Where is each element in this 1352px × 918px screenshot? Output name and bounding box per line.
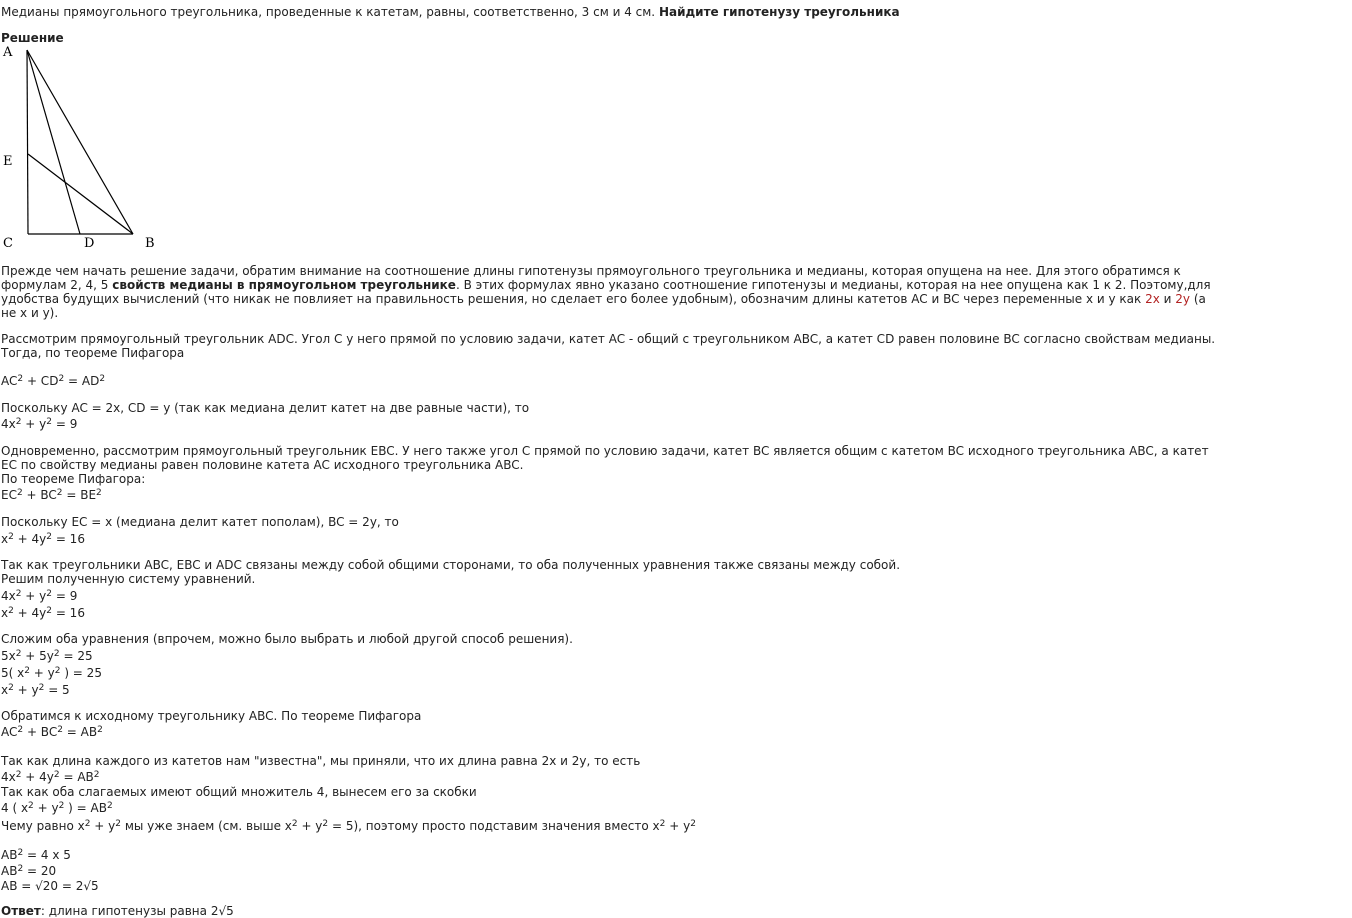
var-2y: 2y [1175, 292, 1191, 306]
paragraph-9: Так как длина каждого из катетов нам "известна", мы приняли, что их длина равна 2x и 2y, то есть [1, 754, 641, 768]
answer-label: Ответ [1, 904, 41, 918]
median-properties-term: свойств медианы в прямоугольном треугольнике [112, 278, 456, 292]
vertex-label-d: D [84, 236, 95, 251]
leg-ac [27, 50, 28, 234]
equation-14: $AB^2 = 20$ [1, 864, 57, 878]
median-ad [27, 50, 80, 234]
paragraph-2-line-1: Рассмотрим прямоугольный треугольник ADC. Угол C у него прямой по условию задачи, катет AC - общий с треугольником ABC, а катет CD равен половине BC согласно свойствам медианы. [1, 332, 1216, 346]
paragraph-11: Чему равно $x^2 + y^2$ мы уже знаем (см. выше $x^2 + y^2 = 5$), поэтому просто подставим значения вместо $x^2 + y^2$ [1, 819, 696, 833]
paragraph-1-line-2: формулам 2, 4, 5 свойств медианы в прямоугольном треугольнике. В этих формулах явно указано соотношение гипотенузы и медианы, которая на нее опущена как 1 к 2. Поэтому,для [1, 278, 1211, 292]
solution-heading: Решение [1, 31, 64, 45]
equation-4: $x^2 + 4y^2 = 16$ [1, 532, 85, 546]
vertex-label-a: A [3, 45, 13, 60]
equation-2: $4x^2 + y^2 = 9$ [1, 417, 78, 431]
equation-13: $AB^2 = 4$ x 5 [1, 848, 71, 862]
triangle-figure [0, 40, 165, 255]
paragraph-1-line-3: удобства будущих вычислений (что никак не повлияет на правильность решения, но сделает его более удобным), обозначим длины катетов AC и BC через переменные x и y как 2x и 2y (а [1, 292, 1206, 306]
vertex-label-c: C [3, 236, 13, 251]
paragraph-2-line-2: Тогда, по теореме Пифагора [1, 346, 185, 360]
equation-8: 5( $x^2 + y^2$ ) = 25 [1, 666, 102, 680]
hypotenuse-ab [27, 50, 133, 234]
paragraph-8: Обратимся к исходному треугольнику ABC. По теореме Пифагора [1, 709, 422, 723]
equation-7: $5x^2 + 5y^2 = 25$ [1, 649, 93, 663]
equation-3: $EC^2 + BC^2 = BE^2$ [1, 488, 102, 502]
paragraph-1-line-4: не x и y). [1, 306, 59, 320]
equation-1: $AC^2 + CD^2 = AD^2$ [1, 374, 106, 388]
paragraph-7: Сложим оба уравнения (впрочем, можно было выбрать и любой другой способ решения). [1, 632, 573, 646]
paragraph-1-line-1: Прежде чем начать решение задачи, обратим внимание на соотношение длины гипотенузы прямоугольного треугольника и медианы, которая опущена на нее. Для этого обратимся к [1, 264, 1181, 278]
problem-statement: Медианы прямоугольного треугольника, проведенные к катетам, равны, соответственно, 3 см и 4 см. Найдите гипотенузу треугольника [1, 5, 900, 19]
equation-10: $AC^2 + BC^2 = AB^2$ [1, 725, 103, 739]
answer [1, 904, 234, 918]
paragraph-4-line-3: По теореме Пифагора: [1, 472, 146, 486]
paragraph-10: Так как оба слагаемых имеют общий множитель 4, вынесем его за скобки [1, 785, 477, 799]
paragraph-6-line-2: Решим полученную систему уравнений. [1, 572, 256, 586]
paragraph-6-line-1: Так как треугольники ABC, EBC и ADC связаны между собой общими сторонами, то оба полученных уравнения также связаны между собой. [1, 558, 901, 572]
var-2x: 2x [1145, 292, 1160, 306]
equation-11: $4x^2 + 4y^2 = AB^2$ [1, 770, 100, 784]
paragraph-4-line-2: EC по свойству медианы равен половине катета AC исходного треугольника ABC. [1, 458, 524, 472]
equation-5: $4x^2 + y^2 = 9$ [1, 589, 78, 603]
paragraph-3: Поскольку AC = 2x, CD = y (так как медиана делит катет на две равные части), то [1, 401, 530, 415]
vertex-label-b: B [145, 236, 155, 251]
problem-question: Найдите гипотенузу треугольника [658, 5, 900, 19]
equation-12: 4 ( $x^2 + y^2$ ) = $AB^2$ [1, 801, 113, 815]
median-be [28, 154, 133, 234]
equation-15: AB = √20 = 2√5 [1, 879, 99, 893]
vertex-label-e: E [3, 154, 13, 169]
answer-text: : длина гипотенузы равна 2√5 [40, 904, 234, 918]
paragraph-5: Поскольку EC = x (медиана делит катет пополам), BC = 2y, то [1, 515, 399, 529]
equation-9: $x^2 + y^2 = 5$ [1, 683, 70, 697]
equation-6: $x^2 + 4y^2 = 16$ [1, 606, 85, 620]
paragraph-4-line-1: Одновременно, рассмотрим прямоугольный треугольник EBC. У него также угол C прямой по условию задачи, катет BC является общим с катетом BC исходного треугольника ABC, а катет [1, 444, 1209, 458]
